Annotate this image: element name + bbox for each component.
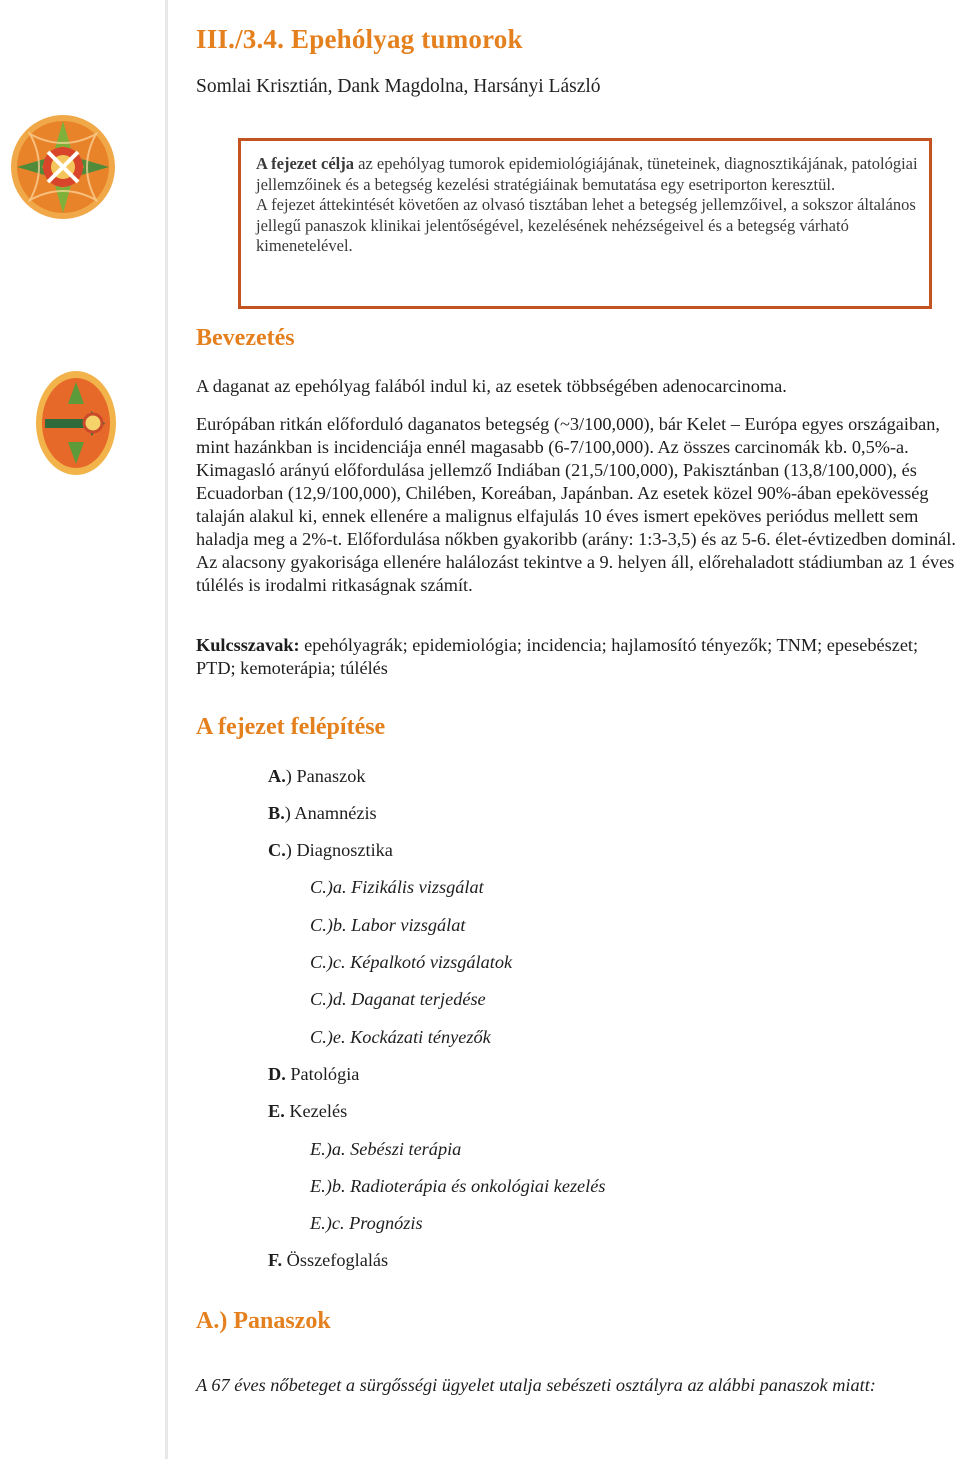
toc-item-c [268,840,393,861]
toc-item-b [268,803,377,824]
toc-letter: C. [268,840,286,860]
toc-subitem-ea: E.)a. Sebészi terápia [310,1139,462,1159]
toc-subitem-ec: E.)c. Prognózis [310,1213,423,1233]
toc-subitem-ca: C.)a. Fizikális vizsgálat [310,877,484,897]
page-title: III./3.4. Epehólyag tumorok [196,24,523,54]
toc-label: ) Panaszok [285,766,366,786]
toc-label: ) Diagnosztika [285,840,393,860]
toc-label: Patológia [285,1064,360,1084]
toc-subitem-ce: C.)e. Kockázati tényezők [310,1027,491,1047]
objective-paragraph [256,154,929,195]
toc-letter: B. [268,803,285,823]
authors: Somlai Krisztián, Dank Magdolna, Harsányi László [196,76,601,97]
toc-label: Kezelés [284,1101,348,1121]
section-a-heading: A.) Panaszok [196,1308,331,1334]
compass-target-icon [8,112,118,222]
keywords-list: epehólyagrák; epidemiológia; incidencia; hajlamosító tényezők; TNM; epesebészet; PTD; kemoterápia; túlélés [196,635,919,678]
toc-item-a [268,766,366,787]
keywords-label: Kulcsszavak: [196,635,300,655]
objective-lead: A fejezet célja [256,154,355,173]
toc-label: ) Anamnézis [284,803,377,823]
toc-letter: F. [268,1250,283,1270]
intro-heading: Bevezetés [196,325,295,351]
structure-heading: A fejezet felépítése [196,714,386,740]
toc-letter: A. [268,766,286,786]
chapter-objective-box [238,138,932,309]
keywords [196,634,958,680]
toc-letter: E. [268,1101,285,1121]
margin-rule [165,0,168,1459]
toc-item-d [268,1064,359,1085]
toc-subitem-cb: C.)b. Labor vizsgálat [310,915,466,935]
objective-outcome: A fejezet áttekintését követően az olvasó tisztában lehet a betegség jellemzőivel, a sokszor általános jellegű panaszok klinikai jelentőségével, kezelésének nehézségeivel és a betegség várható kimenetelével. [256,195,916,255]
toc-subitem-eb: E.)b. Radioterápia és onkológiai kezelés [310,1176,606,1196]
case-intro-text: A 67 éves nőbeteget a sürgősségi ügyelet utalja sebészeti osztályra az alábbi panaszok miatt: [196,1375,876,1395]
intro-paragraph-1: A daganat az epehólyag falából indul ki, az esetek többségében adenocarcinoma. [196,376,787,396]
arrow-target-icon [35,370,117,476]
objective-text: az epehólyag tumorok epidemiológiájának, tüneteinek, diagnosztikájának, patológiai jellemzőinek és a betegség kezelési stratégiáinak bemutatása egy esetriporton keresztül. [256,154,918,194]
toc-item-f [268,1250,388,1271]
toc-item-e [268,1101,347,1122]
toc-label: Összefoglalás [282,1250,389,1270]
toc-subitem-cd: C.)d. Daganat terjedése [310,989,486,1009]
intro-paragraph-2: Európában ritkán előforduló daganatos betegség (~3/100,000), bár Kelet – Európa egyes országaiban, mint hazánkban is incidenciája ennél magasabb (6-7/100,000). Az összes carcinomák kb. 0,5%-a. Kimagasló arányú előfordulása jellemző Indiában (21,5/100,000), Pakisztánban (13,8/100,000), és Ecuadorban (12,9/100,000), Chilében, Koreában, Japánban. Az esetek közel 90%-ában epekövesség talaján alakul ki, ennek ellenére a malignus elfajulás 10 éves ismert epeköves periódus mellett sem haladja meg a 2%-t. Előfordulása nőkben gyakoribb (arány: 1:3-3,5) és az 5-6. élet-évtizedben dominál. Az alacsony gyakorisága ellenére halálozást tekintve a 9. helyen áll, előrehaladott stádiumban az 1 éves túlélés is irodalmi ritkaságnak számít. [196,414,956,595]
toc-subitem-cc: C.)c. Képalkotó vizsgálatok [310,952,513,972]
toc-letter: D. [268,1064,286,1084]
